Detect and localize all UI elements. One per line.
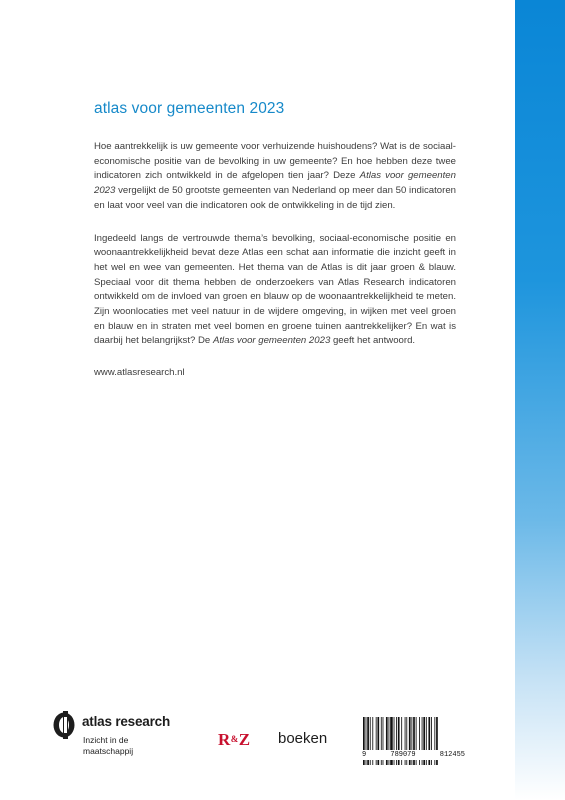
rz-logo-z: Z (238, 730, 251, 749)
isbn-digits (362, 750, 465, 760)
boeken-label: boeken (278, 730, 328, 747)
rz-logo-r: R (218, 730, 231, 749)
intro-text-2: vergelijkt de 50 grootste gemeenten van Nederland op meer dan 50 indicatoren en laat voor veel van die indicatoren ook de ontwikkeling in de tijd zien. (94, 185, 456, 211)
page-title: atlas voor gemeenten 2023 (94, 100, 285, 117)
intro-paragraph (94, 140, 456, 214)
rz-logo-amp: & (230, 734, 239, 744)
isbn-digit-group-2: 789079 (390, 751, 416, 759)
intro-text-1: Hoe aantrekkelijk is uw gemeente voor verhuizende huishoudens? Wat is de sociaal-economische positie van de bevolking in uw gemeente? En hoe hebben deze twee indicatoren zich ontwikkeld in de afgelopen tien jaar? Deze (94, 141, 456, 182)
theme-paragraph (94, 232, 456, 350)
blue-side-strip (515, 0, 565, 800)
theme-text-1: Ingedeeld langs de vertrouwde thema’s bevolking, sociaal-economische positie en woonaantrekkelijkheid bevat deze Atlas een schat aan informatie die inzicht geeft in het wel en wee van gemeenten. Het thema van de Atlas is dit jaar groen & blauw. Speciaal voor dit thema hebben de onderzoekers van Atlas Research indicatoren ontwikkeld om de invloed van groen en blauw op de woonaantrekkelijkheid te meten. Zijn woonlocaties met veel natuur in de wijdere omgeving, in wijken met veel groen en blauw en in straten met veel bomen en groene tuinen aantrekkelijker? En wat is daarbij het belangrijkst? De (94, 232, 456, 347)
back-cover-text (94, 100, 456, 378)
website-link[interactable]: www.atlasresearch.nl (94, 367, 185, 379)
isbn-digit-group-1: 9 (362, 751, 367, 759)
isbn-digit-group-3: 812455 (439, 751, 465, 759)
intro-italic-title: Atlas voor gemeenten 2023 (94, 170, 456, 197)
atlas-mark-icon (52, 711, 76, 739)
footer (0, 700, 565, 770)
atlas-research-tagline: Inzicht in de maatschappij (83, 735, 134, 756)
rz-logo (218, 730, 251, 750)
theme-italic-title: Atlas voor gemeenten 2023 (212, 335, 331, 347)
atlas-research-logo (52, 711, 192, 771)
atlas-research-name: atlas research (82, 714, 171, 729)
theme-text-2: geeft het antwoord. (330, 335, 416, 347)
